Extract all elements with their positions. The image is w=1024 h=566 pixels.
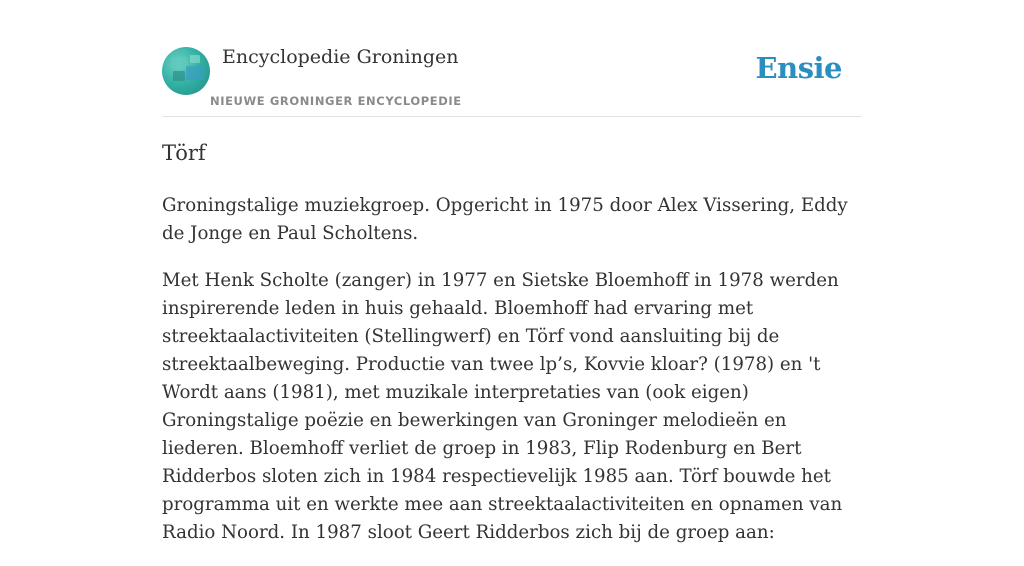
article-paragraph: Met Henk Scholte (zanger) in 1977 en Sietske Bloemhoff in 1978 werden inspirerende leden in huis gehaald. Bloemhoff had ervaring met streektaalactiviteiten (Stellingwerf) en Törf vond aansluiting bij de streektaalbeweging. Productie van twee lp’s, Kovvie kloar? (1978) en 't Wordt aans (1981), met muzikale interpretaties van (ook eigen) Groningstalige poëzie en bewerkingen van Groninger melodieën en liederen. Bloemhoff verliet de groep in 1983, Flip Rodenburg en Bert Ridderbos sloten zich in 1984 respectievelijk 1985 aan. Törf bouwde het programma uit en werkte mee aan streektaalactiviteiten en opnamen van Radio Noord. In 1987 sloot Geert Ridderbos zich bij de groep aan: xyxy=(162,270,843,543)
site-title[interactable]: Encyclopedie Groningen xyxy=(222,46,459,68)
site-header xyxy=(162,0,862,117)
article-title: Törf xyxy=(162,141,206,165)
page-container xyxy=(162,0,862,543)
site-subtitle: NIEUWE GRONINGER ENCYCLOPEDIE xyxy=(210,94,462,108)
encyclopedia-logo-icon[interactable] xyxy=(162,47,210,95)
ensie-brand-link[interactable]: Ensie xyxy=(755,51,842,85)
article-body xyxy=(162,192,867,566)
article-paragraph: Groningstalige muziekgroep. Opgericht in 1975 door Alex Vissering, Eddy de Jonge en Paul Scholtens. xyxy=(162,195,848,244)
